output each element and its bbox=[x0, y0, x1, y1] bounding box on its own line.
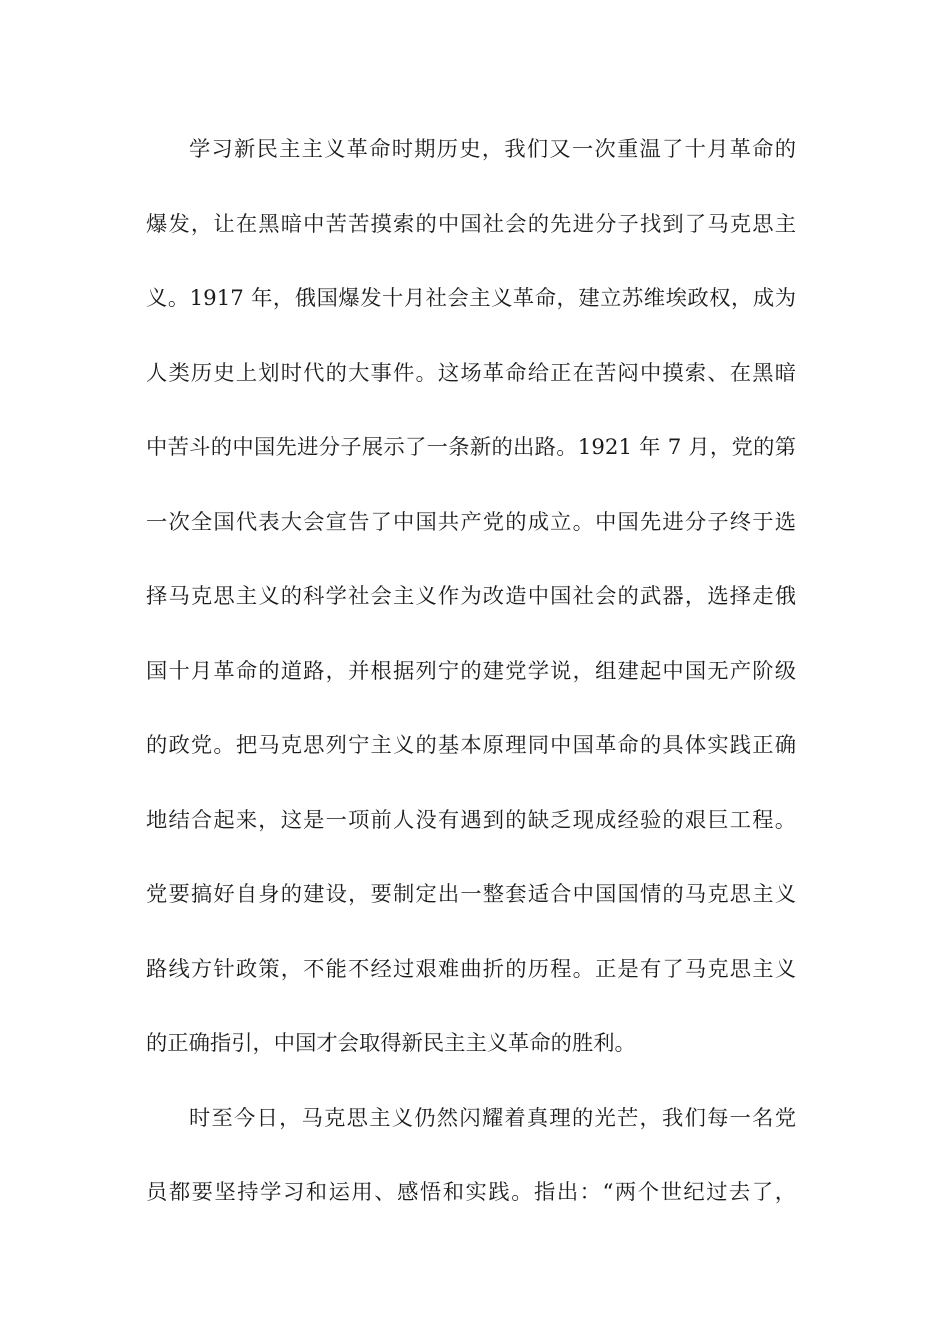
text-line: 学习新民主主义革命时期历史，我们又一次重温了十月革命的 bbox=[189, 137, 796, 162]
text-line: 一次全国代表大会宣告了中国共产党的成立。中国先进分子终于选 bbox=[146, 509, 796, 535]
text-line: 时至今日，马克思主义仍然闪耀着真理的光芒，我们每一名党 bbox=[189, 1105, 796, 1131]
text-line: 地结合起来，这是一项前人没有遇到的缺乏现成经验的艰巨工程。 bbox=[146, 807, 796, 833]
paragraph-2 bbox=[146, 1097, 796, 1246]
text-line: 的正确指引，中国才会取得新民主主义革命的胜利。 bbox=[146, 1031, 636, 1056]
document-body bbox=[146, 128, 796, 1246]
text-line: 党要搞好自身的建设，要制定出一整套适合中国国情的马克思主义 bbox=[146, 882, 796, 907]
text-line: 择马克思主义的科学社会主义作为改造中国社会的武器，选择走俄 bbox=[146, 584, 796, 609]
text-line: 员都要坚持学习和运用、感悟和实践。指出：“两个世纪过去了， bbox=[146, 1180, 796, 1205]
text-line: 路线方针政策，不能不经过艰难曲折的历程。正是有了马克思主义 bbox=[146, 956, 796, 982]
text-line: 义。1917 年，俄国爆发十月社会主义革命，建立苏维埃政权，成为 bbox=[146, 286, 796, 311]
text-line: 国十月革命的道路，并根据列宁的建党学说，组建起中国无产阶级 bbox=[146, 658, 796, 684]
text-line: 中苦斗的中国先进分子展示了一条新的出路。1921 年 7 月，党的第 bbox=[146, 435, 796, 460]
text-line: 爆发，让在黑暗中苦苦摸索的中国社会的先进分子找到了马克思主 bbox=[146, 211, 796, 237]
text-line: 的政党。把马克思列宁主义的基本原理同中国革命的具体实践正确 bbox=[146, 733, 796, 758]
text-line: 人类历史上划时代的大事件。这场革命给正在苦闷中摸索、在黑暗 bbox=[146, 360, 796, 386]
paragraph-1 bbox=[146, 128, 796, 1097]
